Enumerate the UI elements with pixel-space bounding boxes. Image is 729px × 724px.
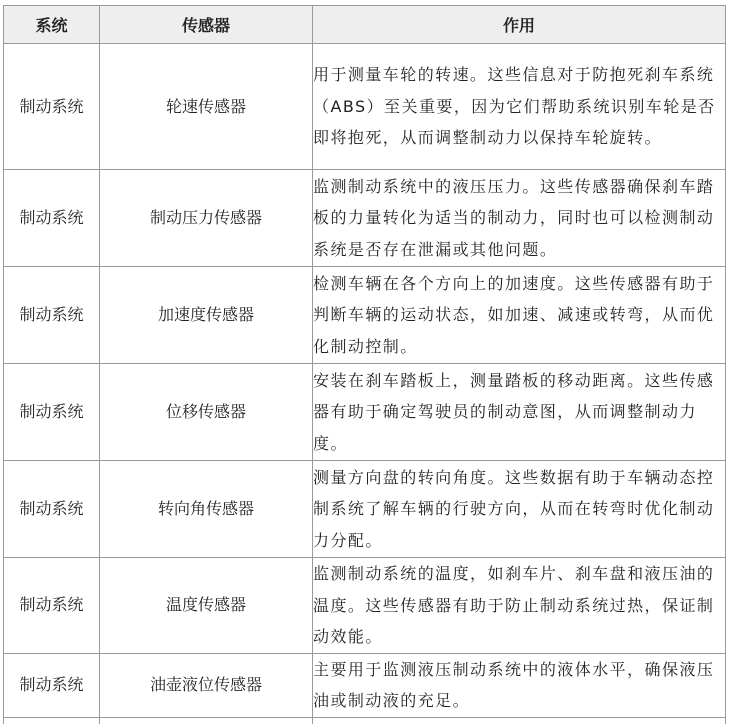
table-row	[4, 170, 726, 267]
system-cell: 制动系统	[4, 461, 100, 558]
empty-cell	[4, 717, 100, 724]
table-row-empty	[4, 717, 726, 724]
table-row	[4, 558, 726, 654]
table-header-row	[4, 6, 726, 44]
system-cell: 制动系统	[4, 44, 100, 170]
sensor-cell: 轮速传感器	[100, 44, 313, 170]
sensor-cell: 转向角传感器	[100, 461, 313, 558]
function-cell: 监测制动系统的温度，如刹车片、刹车盘和液压油的温度。这些传感器有助于防止制动系统过热，保证制动效能。	[313, 558, 726, 654]
sensor-cell: 制动压力传感器	[100, 170, 313, 267]
system-cell: 制动系统	[4, 558, 100, 654]
header-sensor: 传感器	[100, 6, 313, 44]
function-cell: 测量方向盘的转向角度。这些数据有助于车辆动态控制系统了解车辆的行驶方向，从而在转弯时优化制动力分配。	[313, 461, 726, 558]
function-cell: 主要用于监测液压制动系统中的液体水平，确保液压油或制动液的充足。	[313, 653, 726, 717]
empty-cell	[100, 717, 313, 724]
system-cell: 制动系统	[4, 653, 100, 717]
function-cell: 检测车辆在各个方向上的加速度。这些传感器有助于判断车辆的运动状态，如加速、减速或转弯，从而优化制动控制。	[313, 267, 726, 364]
sensor-cell: 油壶液位传感器	[100, 653, 313, 717]
sensor-cell: 位移传感器	[100, 364, 313, 461]
sensor-cell: 温度传感器	[100, 558, 313, 654]
system-cell: 制动系统	[4, 170, 100, 267]
table-row	[4, 44, 726, 170]
table-row	[4, 364, 726, 461]
function-cell: 安装在刹车踏板上，测量踏板的移动距离。这些传感器有助于确定驾驶员的制动意图，从而调整制动力度。	[313, 364, 726, 461]
header-system: 系统	[4, 6, 100, 44]
sensor-table	[3, 5, 726, 724]
table-row	[4, 653, 726, 717]
system-cell: 制动系统	[4, 267, 100, 364]
system-cell: 制动系统	[4, 364, 100, 461]
header-function: 作用	[313, 6, 726, 44]
function-cell: 监测制动系统中的液压压力。这些传感器确保刹车踏板的力量转化为适当的制动力，同时也可以检测制动系统是否存在泄漏或其他问题。	[313, 170, 726, 267]
sensor-cell: 加速度传感器	[100, 267, 313, 364]
table-row	[4, 267, 726, 364]
empty-cell	[313, 717, 726, 724]
function-cell: 用于测量车轮的转速。这些信息对于防抱死刹车系统（ABS）至关重要，因为它们帮助系统识别车轮是否即将抱死，从而调整制动力以保持车轮旋转。	[313, 44, 726, 170]
table-row	[4, 461, 726, 558]
